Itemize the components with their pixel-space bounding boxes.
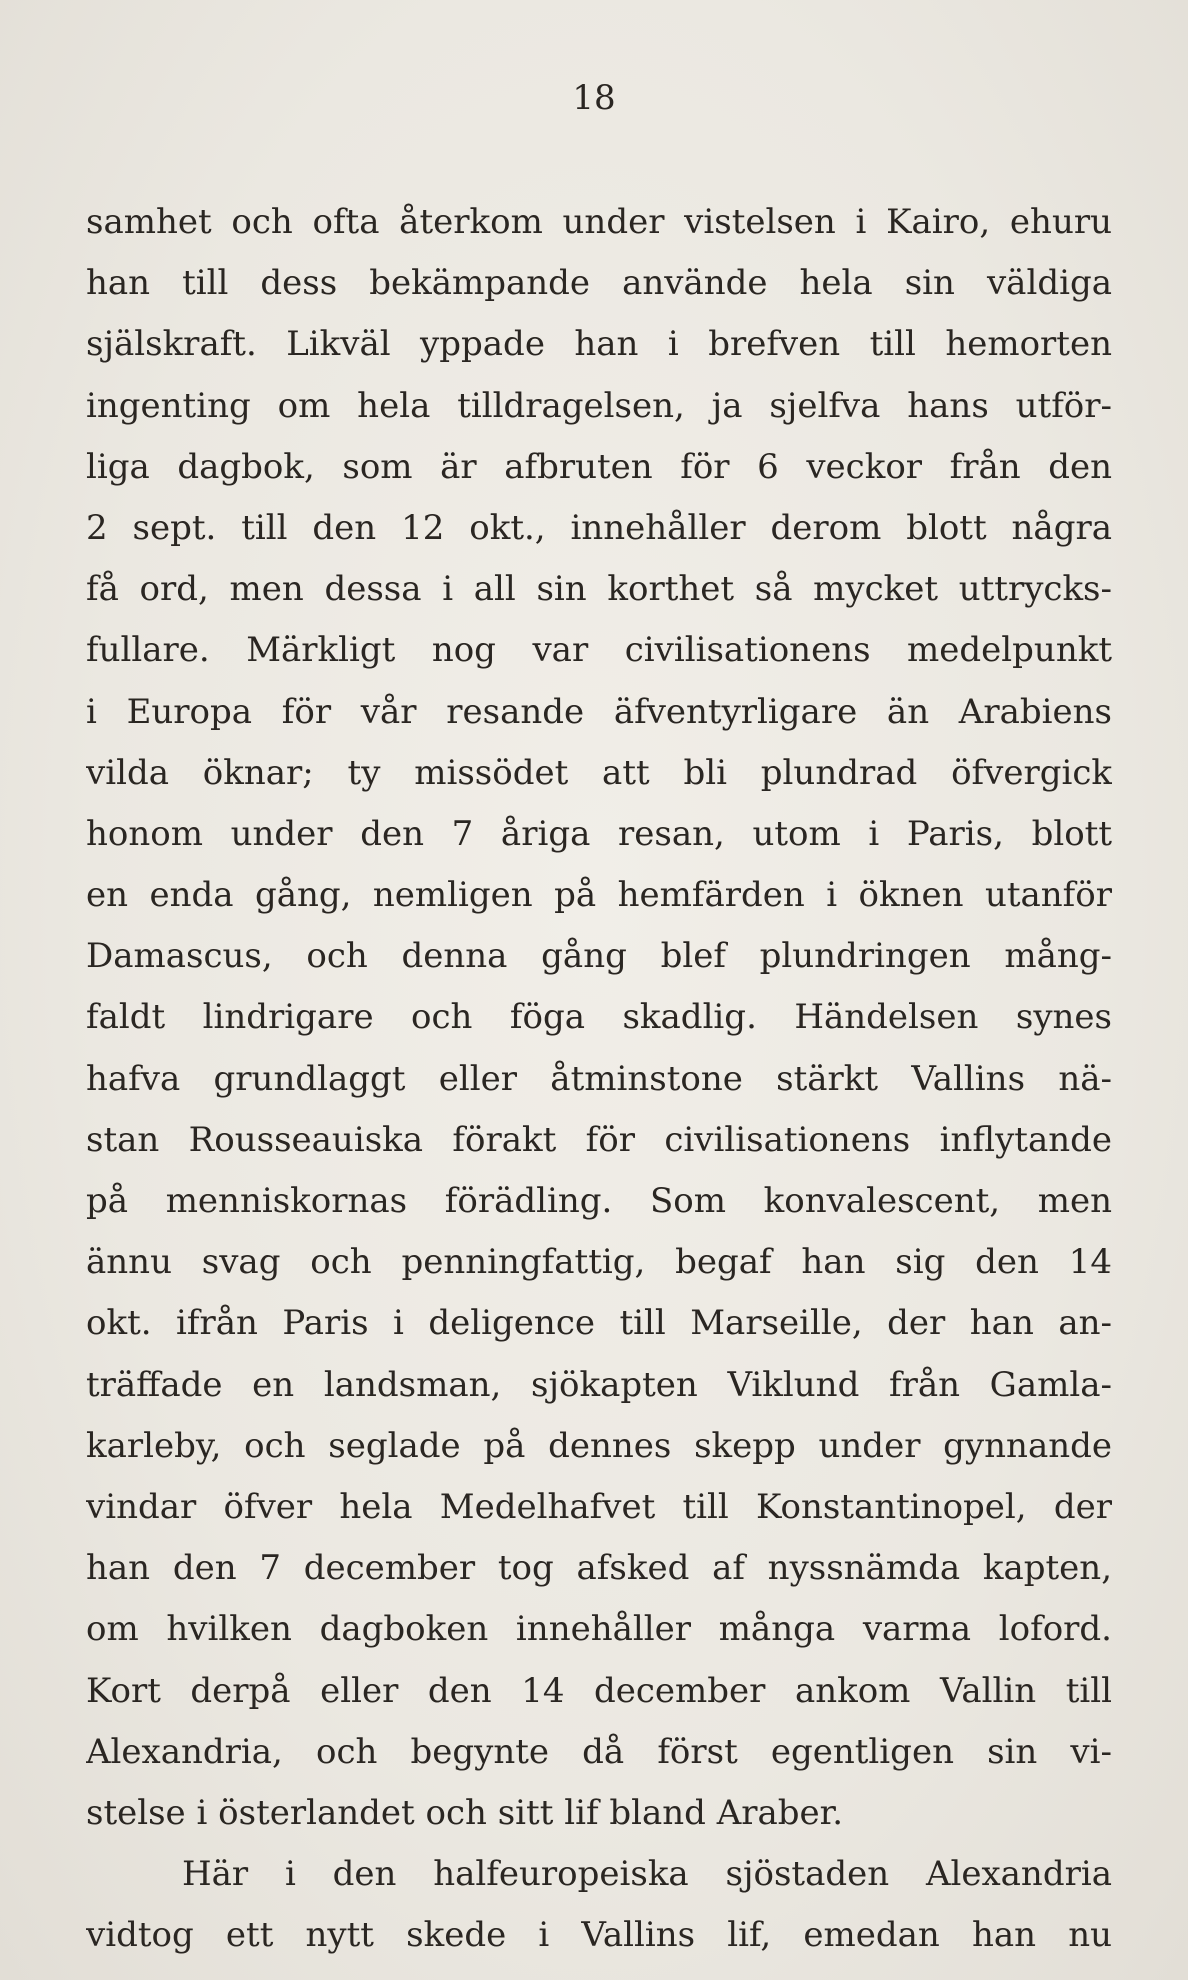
- text-line: faldt lindrigare och föga skadlig. Händelsen synes: [86, 997, 1112, 1038]
- paragraph-first-line: Här i den halfeuropeiska sjöstaden Alexandria: [182, 1854, 1112, 1895]
- page-number: 18: [572, 78, 616, 118]
- body-text: [86, 192, 1112, 1966]
- text-line: stan Rousseauiska förakt för civilisationens inflytande: [86, 1119, 1112, 1160]
- text-line: få ord, men dessa i all sin korthet så mycket uttrycks-: [86, 569, 1112, 610]
- text-line: 2 sept. till den 12 okt., innehåller derom blott några: [86, 507, 1112, 548]
- text-line: själskraft. Likväl yppade han i brefven till hemorten: [86, 324, 1112, 365]
- text-line: okt. ifrån Paris i deligence till Marseille, der han an-: [86, 1303, 1112, 1344]
- text-line: samhet och ofta återkom under vistelsen i Kairo, ehuru: [86, 202, 1112, 242]
- text-line: fullare. Märkligt nog var civilisationens medelpunkt: [86, 630, 1112, 671]
- text-line: Alexandria, och begynte då först egentligen sin vi-: [86, 1731, 1112, 1772]
- text-line: ingenting om hela tilldragelsen, ja sjelfva hans utför-: [86, 385, 1112, 426]
- text-line: Damascus, och denna gång blef plundringen mång-: [86, 936, 1112, 977]
- text-line: i Europa för vår resande äfventyrligare än Arabiens: [86, 691, 1112, 732]
- text-line: hafva grundlaggt eller åtminstone stärkt Vallins nä-: [86, 1058, 1112, 1099]
- text-line: Kort derpå eller den 14 december ankom Vallin till: [86, 1670, 1112, 1711]
- text-line: om hvilken dagboken innehåller många varma loford.: [86, 1609, 1112, 1650]
- text-line: vindar öfver hela Medelhafvet till Konstantinopel, der: [86, 1486, 1112, 1527]
- text-line: vilda öknar; ty missödet att bli plundrad öfvergick: [86, 752, 1112, 793]
- text-line: han den 7 december tog afsked af nyssnämda kapten,: [86, 1548, 1112, 1589]
- text-line: liga dagbok, som är afbruten för 6 veckor från den: [86, 446, 1112, 487]
- text-line: en enda gång, nemligen på hemfärden i öknen utanför: [86, 875, 1112, 916]
- text-line: träffade en landsman, sjökapten Viklund från Gamla-: [86, 1364, 1112, 1405]
- text-line: karleby, och seglade på dennes skepp under gynnande: [86, 1425, 1112, 1466]
- text-line: han till dess bekämpande använde hela sin väldiga: [86, 263, 1112, 304]
- text-line: vidtog ett nytt skede i Vallins lif, emedan han nu: [86, 1915, 1112, 1956]
- text-line: på menniskornas förädling. Som konvalescent, men: [86, 1181, 1112, 1221]
- paragraph-last-line: stelse i österlandet och sitt lif bland Araber.: [86, 1792, 843, 1833]
- text-line: ännu svag och penningfattig, begaf han sig den 14: [86, 1242, 1112, 1283]
- text-line: honom under den 7 åriga resan, utom i Paris, blott: [86, 813, 1112, 854]
